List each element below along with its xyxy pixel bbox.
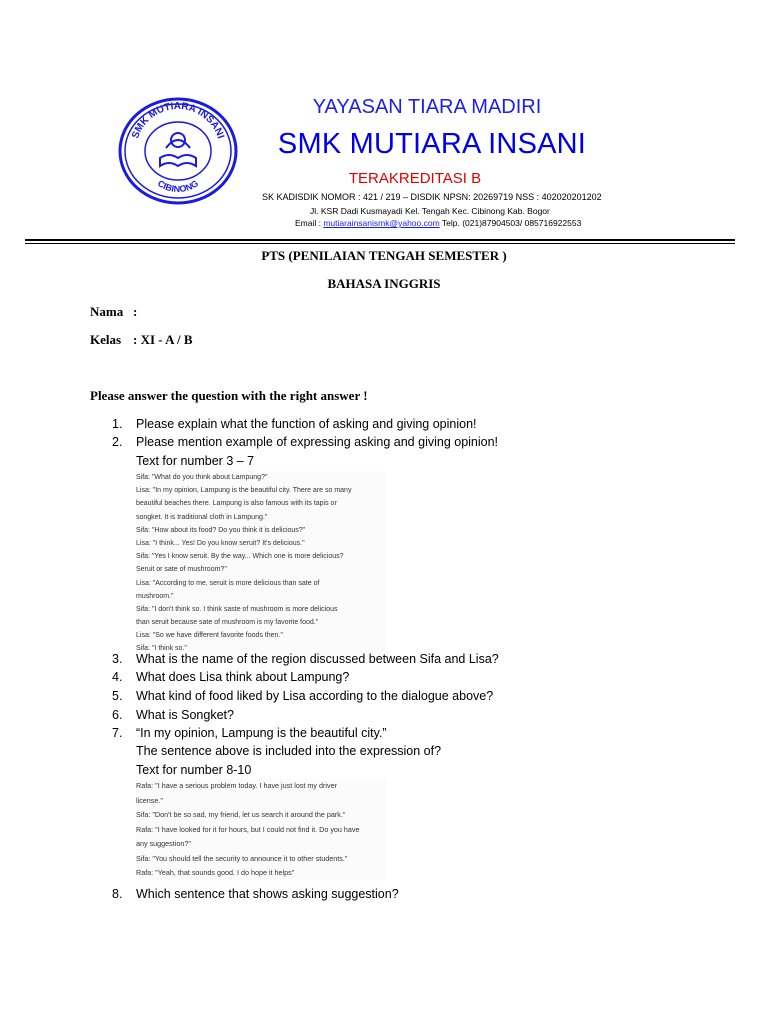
dialogue-line: any suggestion?" [136,839,191,848]
class-label: Kelas [90,332,122,347]
question-item [112,670,349,684]
phone-info: Telp. (021)87904503/ 085716922553 [439,218,582,228]
dialogue-line: Seruit or sate of mushroom?" [136,566,227,574]
question-item [112,726,387,740]
dialogue-line: Rafa: "I have looked for it for hours, but I could not find it. Do you have [136,824,360,834]
question-item [112,689,493,703]
dialogue-line: Sifa: "Yes I know seruit. By the way... Which one is more delicious? [136,553,344,561]
question-item [112,417,477,431]
school-address: Jl. KSR Dadi Kusmayadi Kel. Tengah Kec. Cibinong Kab. Bogor [310,206,550,216]
question-number: 5. [112,689,123,703]
dialogue-line: Lisa: "According to me, seruit is more delicious than sate of [136,579,320,587]
name-field [90,304,137,320]
name-label: Nama [90,304,124,319]
question-text: Which sentence that shows asking suggestion? [136,887,399,901]
question-number: 2. [112,435,123,449]
question-text: What is the name of the region discussed between Sifa and Lisa? [136,652,499,666]
dialogue-line: beautiful beaches there. Lampung is also famous with its tapis or [136,500,337,508]
header-divider-thin [25,243,735,244]
question-number: 1. [112,417,123,431]
dialogue-line: Sifa: "You should tell the security to announce it to other students." [136,853,348,863]
dialogue-line: songket. It is traditional cloth in Lampung." [136,513,268,521]
dialogue-line: Sifa: "I don't think so. I think saste of mushroom is more delicious [136,605,338,613]
dialogue-line: Lisa: "So we have different favorite foods then." [136,632,283,640]
question-item [112,652,499,666]
dialogue-line: Sifa: "I think so." [136,645,187,653]
header-divider-thick [25,239,735,241]
question-text: What does Lisa think about Lampung? [136,670,350,684]
question-7-followup: The sentence above is included into the expression of? [136,744,442,758]
dialogue-line: license." [136,795,163,805]
question-number: 6. [112,708,123,722]
dialogue-line: Rafa: "I have a serious problem today. I have just lost my driver [136,781,337,790]
question-item [112,887,399,901]
email-label: Email : [295,218,324,228]
dialogue-line: than seruit because sate of mushroom is my favorite food." [136,619,319,627]
dialogue-line: Sifa: "Don't be so sad, my friend, let us search it around the park." [136,810,346,819]
contact-info [295,218,655,228]
dialogue-line: Lisa: "In my opinion, Lampung is the beautiful city. There are so many [136,487,352,495]
question-item [112,435,498,449]
name-value: : [133,304,138,319]
school-logo [116,96,240,206]
accreditation: TERAKREDITASI B [348,170,482,187]
text-label-3-7: Text for number 3 – 7 [136,454,255,468]
dialogue-line: mushroom." [136,592,174,600]
question-text: “In my opinion, Lampung is the beautiful city.” [136,726,387,740]
question-number: 8. [112,887,123,901]
text-label-8-10: Text for number 8-10 [136,763,252,777]
question-item [112,708,234,722]
school-name: SMK MUTIARA INSANI [277,128,587,160]
email-link[interactable]: mutiarainsanismk@yahoo.com [323,218,440,228]
question-number: 4. [112,670,123,684]
question-text: What kind of food liked by Lisa according to the dialogue above? [136,689,494,703]
instruction: Please answer the question with the right answer ! [90,388,368,403]
question-text: Please explain what the function of asking and giving opinion! [136,417,477,431]
exam-title: PTS (PENILAIAN TENGAH SEMESTER ) [261,248,507,263]
exam-subject: BAHASA INGGRIS [327,276,441,291]
dialogue-line: Sifa: "How about its food? Do you think it is delicious?" [136,526,306,534]
class-field [90,332,193,348]
dialogue-line: Rafa: "Yeah, that sounds good. I do hope it helps" [136,868,295,877]
class-value: : XI - A / B [133,332,193,347]
dialogue-line: Sifa: "What do you think about Lampung?" [136,474,268,481]
question-number: 7. [112,726,123,740]
registration-info: SK KADISDIK NOMOR : 421 / 219 – DISDIK NPSN: 20269719 NSS : 402020201202 [262,192,602,202]
logo-text-top: SMK MUTIARA INSANI [130,100,226,141]
foundation-name: YAYASAN TIARA MADIRI [312,96,542,118]
dialogue-lampung [136,471,386,656]
question-text: What is Songket? [136,708,234,722]
logo-text-bottom: CIBINONG [155,178,201,195]
dialogue-license [136,779,386,881]
dialogue-line: Lisa: "I think... Yes! Do you know seruit? It's delicious." [136,539,305,547]
question-text: Please mention example of expressing asking and giving opinion! [136,435,499,449]
question-number: 3. [112,652,123,666]
